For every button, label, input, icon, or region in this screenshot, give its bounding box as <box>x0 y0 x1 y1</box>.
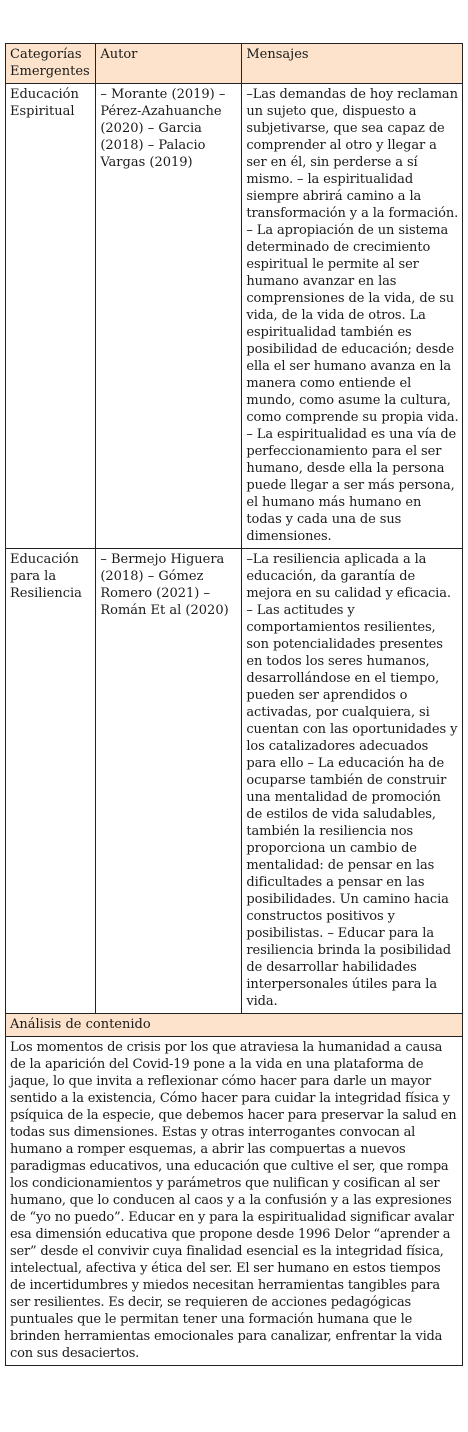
table-row <box>6 84 463 549</box>
content-analysis-table <box>5 43 463 1366</box>
category-cell: Educación para la Resiliencia <box>6 549 96 1014</box>
message-cell: –Las demandas de hoy reclaman un sujeto que, dispuesto a subjetivarse, que sea capaz de comprender al otro y llegar a ser en él, sin perderse a sí mismo. – la espiritualidad siempre abrirá camino a la transformación y a la formación. – La apropiación de un sistema determinado de crecimiento espiritual le permite al ser humano avanzar en las comprensiones de la vida, de su vida, de la vida de otros. La espiritualidad también es posibilidad de educación; desde ella el ser humano avanza en la manera como entiende el mundo, como asume la cultura, como comprende su propia vida. – La espiritualidad es una vía de perfeccionamiento para el ser humano, desde ella la persona puede llegar a ser más persona, el humano más humano en todas y cada una de sus dimensiones. <box>242 84 463 549</box>
table-header-row <box>6 44 463 84</box>
header-messages: Mensajes <box>242 44 463 84</box>
category-cell: Educación Espiritual <box>6 84 96 549</box>
header-author: Autor <box>96 44 242 84</box>
message-cell: –La resiliencia aplicada a la educación, da garantía de mejora en su calidad y eficacia. – Las actitudes y comportamientos resilientes, son potencialidades presentes en todos los seres humanos, desarrollándose en el tiempo, pueden ser aprendidos o activadas, por cualquiera, si cuentan con las oportunidades y los catalizadores adecuados para ello – La educación ha de ocuparse también de construir una mentalidad de promoción de estilos de vida saludables, también la resiliencia nos proporciona un cambio de mentalidad: de pensar en las dificultades a pensar en las posibilidades. Un camino hacia constructos positivos y posibilistas. – Educar para la resiliencia brinda la posibilidad de desarrollar habilidades interpersonales útiles para la vida. <box>242 549 463 1014</box>
analysis-header-row <box>6 1014 463 1037</box>
analysis-text: Los momentos de crisis por los que atraviesa la humanidad a causa de la aparición del Covid-19 pone a la vida en una plataforma de jaque, lo que invita a reflexionar cómo hacer para darle un mayor sentido a la existencia, Cómo hacer para cuidar la integridad física y psíquica de la especie, que debemos hacer para preservar la salud en todas sus dimensiones. Estas y otras interrogantes convocan al humano a romper esquemas, a abrir las compuertas a nuevos paradigmas educativos, una educación que cultive el ser, que rompa los condicionamientos y parámetros que nulifican y cosifican al ser humano, que lo conducen al caos y a la confusión y a las expresiones de “yo no puedo”. Educar en y para la espiritualidad significar avalar esa dimensión educativa que propone desde 1996 Delor “aprender a ser” desde el convivir cuya finalidad esencial es la integridad física, intelectual, afectiva y ética del ser. El ser humano en estos tiempos de incertidumbres y miedos necesitan herramientas tangibles para ser resilientes. Es decir, se requieren de acciones pedagógicas puntuales que le permitan tener una formación humana que le brinden herramientas emocionales para canalizar, enfrentar la vida con sus desaciertos. <box>6 1037 463 1366</box>
table-row <box>6 549 463 1014</box>
analysis-title: Análisis de contenido <box>6 1014 463 1037</box>
analysis-row <box>6 1037 463 1366</box>
authors-cell: – Morante (2019) – Pérez-Azahuanche (2020) – Garcia (2018) – Palacio Vargas (2019) <box>96 84 242 549</box>
authors-cell: – Bermejo Higuera (2018) – Gómez Romero (2021) – Román Et al (2020) <box>96 549 242 1014</box>
header-categories: Categorías Emergentes <box>6 44 96 84</box>
